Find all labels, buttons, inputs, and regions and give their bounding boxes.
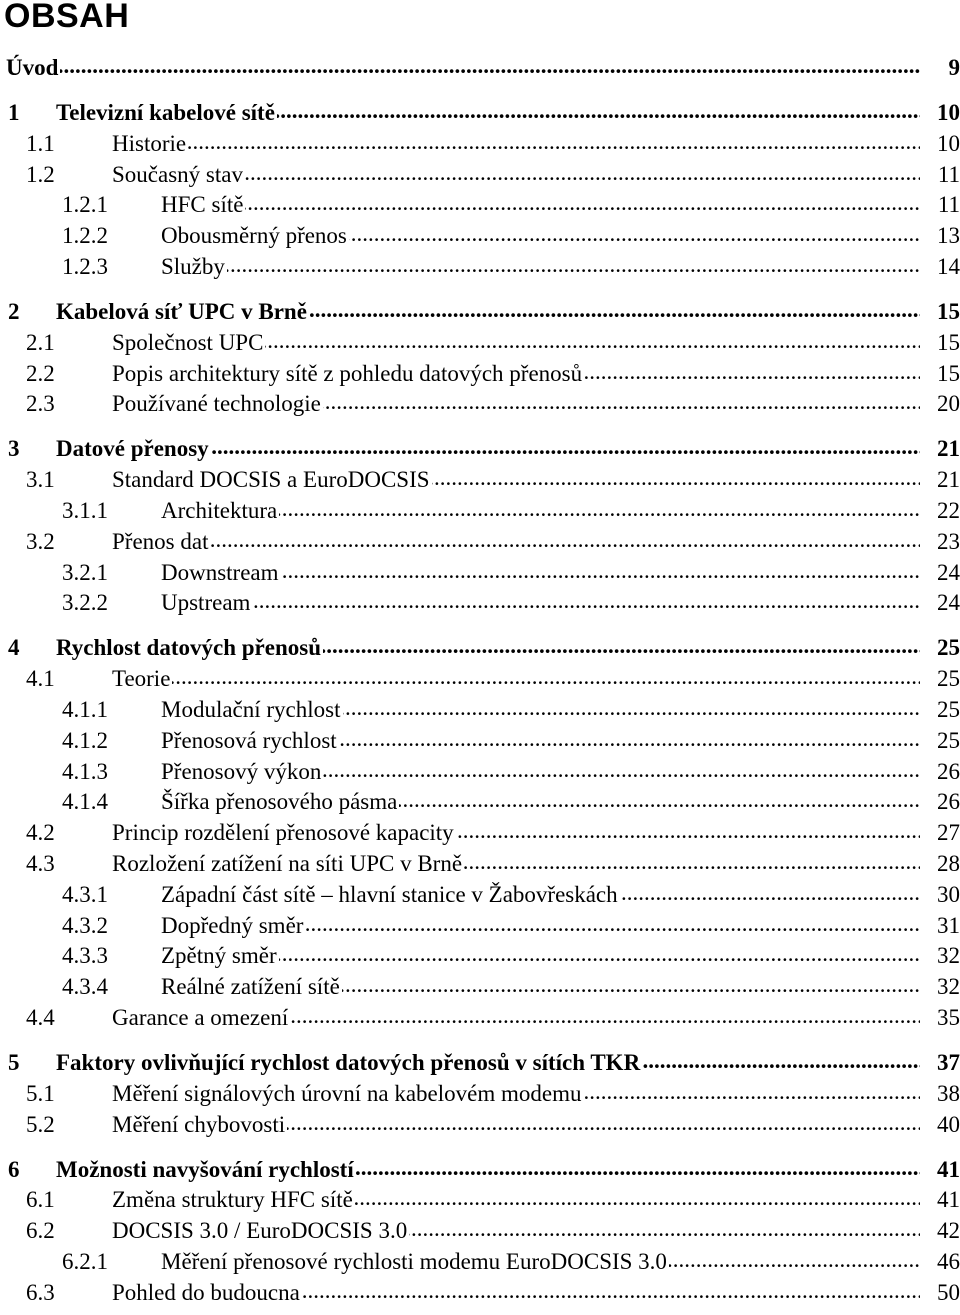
toc-entry-number: 6.2.1 <box>62 1249 108 1274</box>
toc-entry-page: 25 <box>920 666 960 692</box>
toc-entry-number: 3.1.1 <box>62 498 108 523</box>
toc-entry-page: 13 <box>920 223 960 249</box>
toc-entry-page: 25 <box>920 697 960 723</box>
toc-entry-title: Modulační rychlost <box>161 697 341 722</box>
toc-leader-dots <box>6 53 926 79</box>
toc-entry-page: 11 <box>920 162 960 188</box>
toc-entry-number: 3 <box>8 436 20 462</box>
toc-entry[interactable] <box>0 54 960 84</box>
toc-entry-title: Kabelová síť UPC v Brně <box>56 299 307 324</box>
toc-entry-title: Přenosový výkon <box>161 758 322 784</box>
toc-entry-page: 15 <box>920 299 960 325</box>
toc-entry[interactable] <box>0 329 960 359</box>
toc-entry[interactable] <box>0 850 960 880</box>
toc-leader-dots <box>112 527 926 553</box>
toc-entry-title: Pohled do budoucna <box>112 1279 300 1305</box>
toc-entry-number: 1.2.1 <box>62 192 108 218</box>
toc-entry[interactable] <box>0 559 960 589</box>
toc-entry-number: 3.2.1 <box>62 559 108 585</box>
toc-entry-page: 23 <box>920 529 960 555</box>
toc-entry-number: 4.1.1 <box>62 697 108 722</box>
toc-entry[interactable] <box>0 1049 960 1079</box>
toc-entry-page: 24 <box>920 560 960 586</box>
toc-entry-number: 6.3 <box>26 1279 55 1305</box>
toc-entry-title: Reálné zatížení sítě <box>161 974 340 1000</box>
toc-entry[interactable] <box>0 497 960 527</box>
toc-entry-title: Změna struktury HFC sítě <box>112 1187 353 1213</box>
toc-entry[interactable] <box>0 528 960 558</box>
toc-entry-title: Princip rozdělení přenosové kapacity <box>112 820 454 846</box>
toc-entry-number: 2.2 <box>26 360 55 386</box>
toc-entry[interactable] <box>0 634 960 664</box>
toc-entry[interactable] <box>0 99 960 129</box>
toc-entry-page: 20 <box>920 391 960 417</box>
toc-entry-title: Šířka přenosového pásma <box>161 789 398 815</box>
toc-entry[interactable] <box>0 973 960 1003</box>
toc-entry-title: Měření signálových úrovní na kabelovém modemu <box>112 1080 582 1106</box>
toc-entry-number: 1.2 <box>26 161 55 187</box>
toc-entry-title: Upstream <box>161 590 251 616</box>
page-title: OBSAH <box>4 0 130 35</box>
toc-entry-page: 30 <box>920 882 960 908</box>
toc-entry-page: 26 <box>920 759 960 785</box>
toc-entry[interactable] <box>0 161 960 191</box>
toc-entry-number: 3.1 <box>26 467 55 493</box>
toc-entry[interactable] <box>0 1217 960 1247</box>
toc-entry-page: 15 <box>920 330 960 356</box>
toc-entry-number: 6.2 <box>26 1218 55 1244</box>
toc-entry-number: 2 <box>8 299 20 324</box>
toc-entry-page: 26 <box>920 789 960 815</box>
toc-entry-number: 5.1 <box>26 1080 55 1106</box>
toc-entry-number: 4.3.1 <box>62 881 108 907</box>
toc-entry-page: 35 <box>920 1005 960 1031</box>
toc-entry-number: 4.3.2 <box>62 912 108 938</box>
toc-entry[interactable] <box>0 912 960 942</box>
toc-entry-title: Architektura <box>161 498 278 523</box>
toc-entry-page: 32 <box>920 943 960 969</box>
toc-entry-page: 41 <box>920 1187 960 1213</box>
toc-entry[interactable] <box>0 435 960 465</box>
toc-entry-title: Historie <box>112 130 187 156</box>
toc-entry-page: 10 <box>920 131 960 157</box>
toc-entry-page: 21 <box>920 436 960 462</box>
toc-entry-number: 3.2.2 <box>62 590 108 616</box>
toc-entry[interactable] <box>0 390 960 420</box>
toc-entry-number: 4 <box>8 635 20 661</box>
toc-entry-page: 28 <box>920 851 960 877</box>
toc-entry-page: 41 <box>920 1157 960 1183</box>
toc-entry-page: 14 <box>920 254 960 280</box>
toc-entry-title: Popis architektury sítě z pohledu datových přenosů <box>112 360 583 386</box>
toc-entry-number: 1.1 <box>26 130 55 156</box>
toc-entry-title: Rozložení zatížení na síti UPC v Brně <box>112 851 463 876</box>
toc-entry-title: Současný stav <box>112 161 243 187</box>
toc-entry[interactable] <box>0 881 960 911</box>
toc-entry-page: 46 <box>920 1249 960 1275</box>
toc-entry-title: Rychlost datových přenosů <box>56 635 321 661</box>
toc-entry[interactable] <box>0 819 960 849</box>
toc-entry-page: 22 <box>920 498 960 524</box>
toc-entry[interactable] <box>0 1004 960 1034</box>
toc-entry[interactable] <box>0 758 960 788</box>
toc-leader-dots <box>112 664 926 690</box>
toc-entry-number: 4.1.2 <box>62 727 108 753</box>
toc-leader-dots <box>161 588 926 614</box>
toc-entry-number: 5.2 <box>26 1111 55 1137</box>
toc-entry-title: Přenos dat <box>112 528 209 554</box>
toc-leader-dots <box>161 252 926 278</box>
toc-entry[interactable] <box>0 466 960 496</box>
toc-entry-title: Dopředný směr <box>161 912 304 938</box>
toc-entry-number: 4.2 <box>26 820 55 846</box>
toc-entry[interactable] <box>0 360 960 390</box>
toc-entry[interactable] <box>0 589 960 619</box>
toc-entry[interactable] <box>0 1156 960 1186</box>
toc-entry-page: 27 <box>920 820 960 846</box>
toc-entry-title: Zpětný směr <box>161 943 277 969</box>
toc-entry-page: 11 <box>920 192 960 218</box>
toc-entry-page: 38 <box>920 1081 960 1107</box>
toc-entry-title: Teorie <box>112 666 171 692</box>
toc-entry-number: 4.3 <box>26 851 55 876</box>
toc-entry-page: 37 <box>920 1050 960 1076</box>
toc-entry[interactable] <box>0 1248 960 1278</box>
toc-entry-title: Downstream <box>161 559 279 585</box>
toc-entry-number: 4.1 <box>26 666 55 692</box>
toc-entry-title: Možnosti navyšování rychlostí <box>56 1156 354 1182</box>
toc-entry[interactable] <box>0 665 960 695</box>
toc-entry[interactable] <box>0 253 960 283</box>
toc-entry-number: 4.1.3 <box>62 758 108 784</box>
toc-entry-number: 4.3.3 <box>62 943 108 969</box>
toc-entry-title: Přenosová rychlost <box>161 727 337 753</box>
toc-entry-title: HFC sítě <box>161 192 244 218</box>
toc-entry-title: Služby <box>161 254 225 279</box>
toc-entry-page: 32 <box>920 974 960 1000</box>
toc-entry[interactable] <box>0 696 960 726</box>
toc-entry-title: Měření chybovosti <box>112 1111 286 1137</box>
toc-entry-page: 21 <box>920 467 960 493</box>
toc-entry-page: 25 <box>920 635 960 661</box>
toc-entry-number: 4.3.4 <box>62 974 108 1000</box>
toc-entry-page: 25 <box>920 728 960 754</box>
toc-entry-title: Obousměrný přenos <box>161 223 347 249</box>
toc-entry-number: 1.2.2 <box>62 223 108 249</box>
toc-entry-page: 9 <box>920 55 960 81</box>
toc-entry-title: DOCSIS 3.0 / EuroDOCSIS 3.0 <box>112 1218 408 1244</box>
toc-entry-number: 2.3 <box>26 391 55 417</box>
toc-entry-number: 4.4 <box>26 1005 55 1030</box>
toc-entry-title: Standard DOCSIS a EuroDOCSIS <box>112 467 430 493</box>
toc-entry[interactable] <box>0 222 960 252</box>
toc-entry[interactable] <box>0 1279 960 1309</box>
toc-entry-title: Společnost UPC <box>112 329 264 355</box>
toc-entry-title: Úvod <box>6 55 59 80</box>
toc-entry-number: 1 <box>8 100 20 125</box>
toc-entry[interactable] <box>0 1186 960 1216</box>
toc-entry-number: 3.2 <box>26 528 55 554</box>
toc-entry-page: 10 <box>920 100 960 126</box>
toc-entry-page: 15 <box>920 361 960 387</box>
toc-entry[interactable] <box>0 942 960 972</box>
toc-entry-number: 6 <box>8 1156 20 1182</box>
toc-entry-title: Faktory ovlivňující rychlost datových přenosů v sítích TKR <box>56 1050 641 1075</box>
toc-entry-title: Datové přenosy <box>56 436 209 462</box>
toc-entry[interactable] <box>0 1111 960 1141</box>
toc-entry[interactable] <box>0 191 960 221</box>
toc-entry-title: Západní část sítě – hlavní stanice v Žabovřeskách <box>161 881 618 907</box>
toc-entry-number: 1.2.3 <box>62 254 108 279</box>
toc-entry-page: 40 <box>920 1112 960 1138</box>
toc-entry[interactable] <box>0 1080 960 1110</box>
toc-entry-page: 50 <box>920 1280 960 1306</box>
toc-entry-title: Měření přenosové rychlosti modemu EuroDOCSIS 3.0 <box>161 1249 667 1274</box>
toc-entry[interactable] <box>0 727 960 757</box>
toc-entry[interactable] <box>0 130 960 160</box>
toc-entry[interactable] <box>0 788 960 818</box>
toc-entry-title: Používané technologie <box>112 391 321 417</box>
toc-entry-page: 42 <box>920 1218 960 1244</box>
toc-entry-number: 6.1 <box>26 1187 55 1213</box>
toc-entry[interactable] <box>0 298 960 328</box>
toc-entry-number: 2.1 <box>26 329 55 355</box>
toc-leader-dots <box>161 190 926 216</box>
toc-entry-page: 24 <box>920 590 960 616</box>
toc-entry-number: 5 <box>8 1050 20 1075</box>
toc-entry-title: Garance a omezení <box>112 1005 289 1030</box>
toc-leader-dots <box>112 129 926 155</box>
toc-entry-number: 4.1.4 <box>62 789 108 815</box>
toc-entry-title: Televizní kabelové sítě <box>56 100 275 125</box>
toc-entry-page: 31 <box>920 913 960 939</box>
